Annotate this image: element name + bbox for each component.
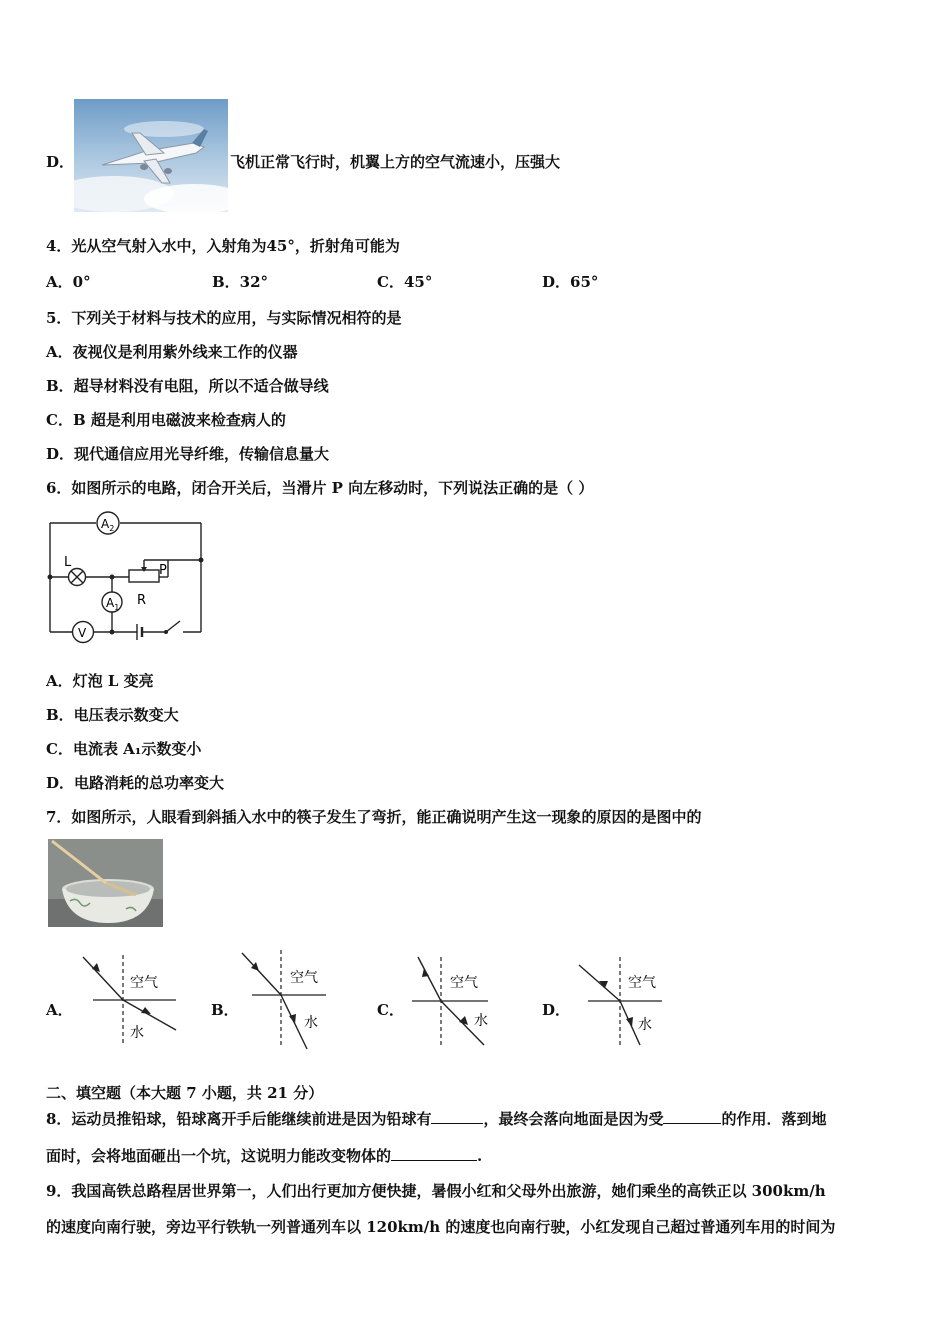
q9-line1: 9．我国高铁总路程居世界第一，人们出行更加方便快捷，暑假小红和父母外出旅游，她们乘坐的高铁正以 300km/h [46,1182,826,1200]
q3-option-d-letter: D． [46,153,75,171]
ammeter-a1-label: $A_1$ [106,596,120,612]
lamp-label: L [64,555,72,570]
q4-option-d: D．65° [542,273,599,291]
q7-diagram-c-letter: C． [377,1001,404,1019]
air-label: 空气 [130,975,158,991]
q7-diagram-a-letter: A． [46,1001,73,1019]
q4-option-b: B．32° [212,273,269,291]
q6-option-c: C．电流表 A₁示数变小 [46,740,202,758]
q5-option-b: B．超导材料没有电阻，所以不适合做导线 [46,377,329,395]
q9-line2: 的速度向南行驶，旁边平行铁轨一列普通列车以 120km/h 的速度也向南行驶，小红发现自己超过普通列车用的时间为 [46,1218,836,1236]
q5-option-c: C．B 超是利用电磁波来检查病人的 [46,411,286,429]
air-label: 空气 [290,970,318,986]
water-label: 水 [130,1025,144,1041]
water-label: 水 [638,1017,652,1033]
q8-text-3: 的作用．落到地 [721,1110,827,1128]
q6-stem: 6．如图所示的电路，闭合开关后，当滑片 P 向左移动时，下列说法正确的是（ ） [46,479,594,497]
q6-option-d: D．电路消耗的总功率变大 [46,774,225,792]
q8-text-1: 8．运动员推铅球，铅球离开手后能继续前进是因为铅球有 [46,1110,432,1128]
q5-option-a: A．夜视仪是利用紫外线来工作的仪器 [46,343,298,361]
q6-option-b: B．电压表示数变大 [46,706,179,724]
water-label: 水 [474,1013,488,1029]
q4-option-a: A．0° [46,273,91,291]
q8-text-5: . [477,1147,483,1165]
q6-option-a: A．灯泡 L 变亮 [46,672,154,690]
water-label: 水 [304,1015,318,1031]
voltmeter-label: V [78,626,87,640]
chopstick-bowl-photo [48,839,163,927]
q8-text-4: 面时，会将地面砸出一个坑，这说明力能改变物体的 [46,1147,392,1165]
q5-stem: 5．下列关于材料与技术的应用，与实际情况相符的是 [46,309,402,327]
airplane-photo [74,99,228,212]
ammeter-a2-label: $A_2$ [101,517,115,533]
q4-option-c: C．45° [377,273,433,291]
q8-line1 [46,1109,826,1129]
refraction-diagram-b [234,945,344,1050]
q7-stem: 7．如图所示，人眼看到斜插入水中的筷子发生了弯折，能正确说明产生这一现象的原因的是图中的 [46,808,702,826]
q8-blank-3[interactable] [391,1146,477,1161]
section-title: 二、填空题（本大题 7 小题，共 21 分） [46,1084,324,1102]
q8-text-2: ，最终会落向地面是因为受 [483,1110,664,1128]
refraction-diagram-d [574,955,674,1050]
circuit-diagram [40,508,220,653]
q8-line2 [46,1146,482,1166]
q8-blank-1[interactable] [431,1109,483,1124]
q5-option-d: D．现代通信应用光导纤维，传输信息量大 [46,445,330,463]
resistor-r-label: R [137,593,147,608]
q7-diagram-b-letter: B． [211,1001,239,1019]
air-label: 空气 [628,975,656,991]
q8-blank-2[interactable] [663,1109,721,1124]
q3-option-d-text: 飞机正常飞行时，机翼上方的空气流速小，压强大 [230,153,561,171]
air-label: 空气 [450,975,478,991]
q4-stem: 4．光从空气射入水中，入射角为45°，折射角可能为 [46,237,400,255]
refraction-diagram-a [78,950,188,1050]
q7-diagram-d-letter: D． [542,1001,571,1019]
slider-p-label: P [159,563,167,578]
refraction-diagram-c [404,955,504,1050]
